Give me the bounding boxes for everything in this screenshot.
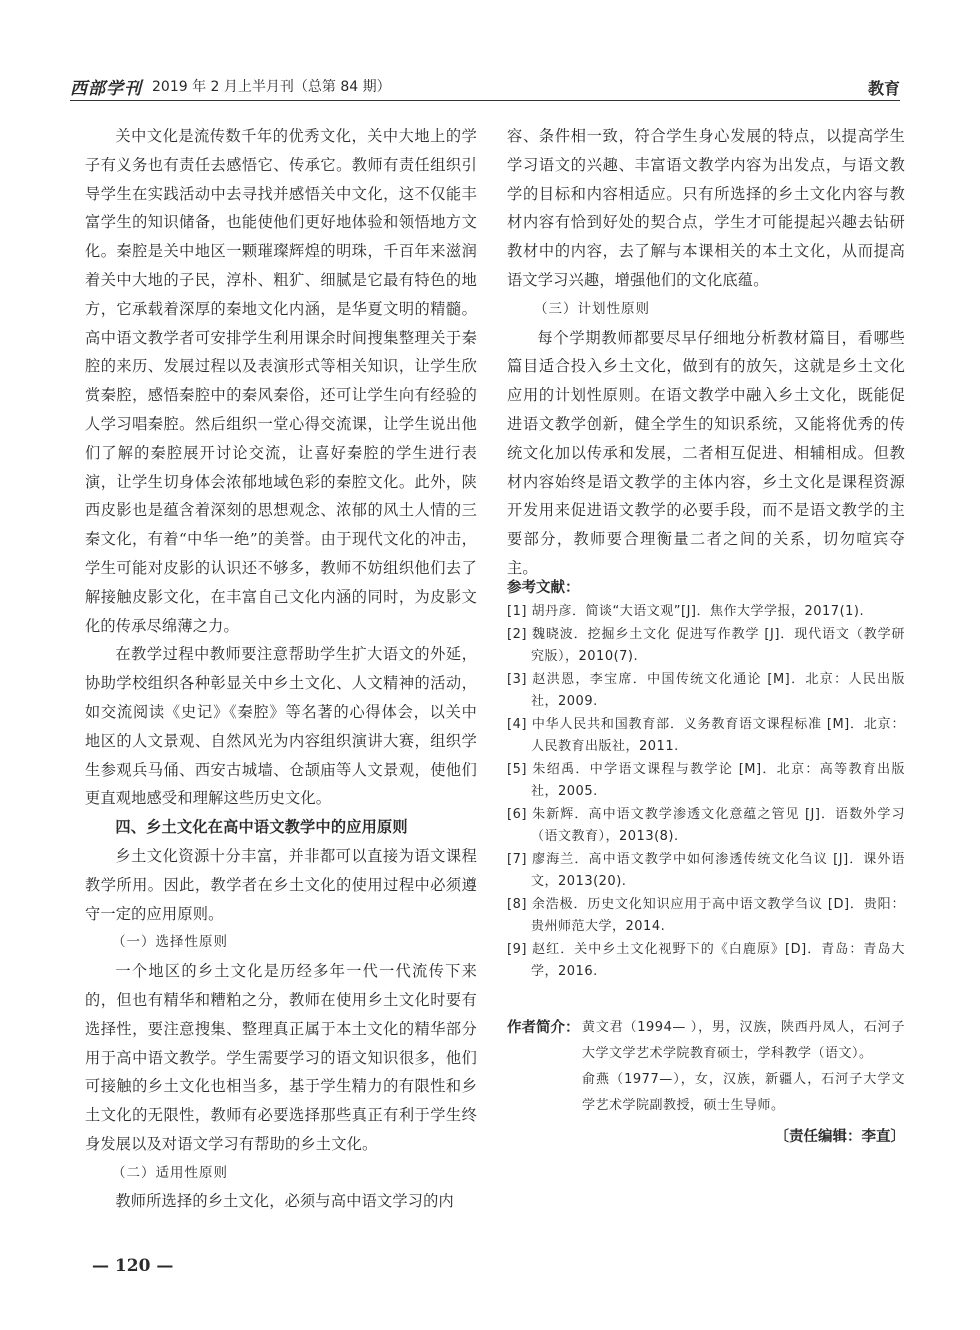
left-column <box>85 122 477 1216</box>
journal-brand: 西部学刊 <box>70 79 142 99</box>
author-info <box>507 1015 905 1119</box>
references <box>507 576 905 984</box>
subsection-heading: （一）选择性原则 <box>112 934 228 951</box>
reference-item: [5] 朱绍禹．中学语文课程与教学论 [M]．北京：高等教育出版社，2005. <box>507 762 905 799</box>
author-label: 作者简介： <box>507 1020 580 1036</box>
paragraph: 乡土文化资源十分丰富，并非都可以直接为语文课程教学所用。因此，教学者在乡土文化的使用过程中必须遵守一定的应用原则。 <box>85 846 477 923</box>
paragraph: 每个学期教师都要尽早仔细地分析教材篇目，看哪些篇目适合投入乡土文化，做到有的放矢，这就是乡土文化应用的计划性原则。在语文教学中融入乡土文化，既能促进语文教学创新，健全学生的知识系统，又能将优秀的传统文化加以传承和发展，二者相互促进、相辅相成。但教材内容始终是语文教学的主体内容，乡土文化是课程资源开发用来促进语文教学的必要手段，而不是语文教学的主要部分，教师要合理衡量二者之间的关系，切勿喧宾夺主。 <box>507 328 905 577</box>
reference-item: [8] 余浩极．历史文化知识应用于高中语文教学刍议 [D]．贵阳：贵州师范大学，2014. <box>507 897 905 934</box>
reference-item: [9] 赵红．关中乡土文化视野下的《白鹿原》[D]．青岛：青岛大学，2016. <box>507 942 905 979</box>
reference-item: [7] 廖海兰．高中语文教学中如何渗透传统文化刍议 [J]．课外语文，2013(20). <box>507 852 905 889</box>
page-header <box>70 70 900 101</box>
page-number: — 120 — <box>92 1256 174 1276</box>
reference-item: [4] 中华人民共和国教育部．义务教育语文课程标准 [M]．北京：人民教育出版社，2011. <box>507 717 905 754</box>
right-column <box>507 122 905 583</box>
reference-item: [3] 赵洪恩，李宝席．中国传统文化通论 [M]．北京：人民出版社，2009. <box>507 672 905 709</box>
section-label: 教育 <box>867 79 900 98</box>
references-title: 参考文献： <box>507 580 580 596</box>
reference-item: [1] 胡丹彦．简谈“大语文观”[J]．焦作大学学报，2017(1). <box>507 604 865 619</box>
author-body <box>582 1015 905 1119</box>
paragraph: 一个地区的乡土文化是历经多年一代一代流传下来的，但也有精华和糟粕之分，教师在使用乡土文化时要有选择性，要注意搜集、整理真正属于本土文化的精华部分用于高中语文教学。学生需要学习的语文知识很多，他们可接触的乡土文化也相当多，基于学生精力的有限性和乡土文化的无限性，教师有必要选择那些真正有利于学生终身发展以及对语文学习有帮助的乡土文化。 <box>85 962 477 1153</box>
reference-item: [6] 朱新辉．高中语文教学渗透文化意蕴之管见 [J]．语数外学习（语文教育），2013(8). <box>507 807 905 844</box>
author-bio: 俞燕（1977—），女，汉族，新疆人，石河子大学文学艺术学院副教授，硕士生导师。 <box>582 1072 905 1113</box>
section-heading: 四、乡土文化在高中语文教学中的应用原则 <box>115 818 408 837</box>
issue-info: 2019 年 2 月上半月刊（总第 84 期） <box>152 79 391 95</box>
paragraph: 教师所选择的乡土文化，必须与高中语文学习的内 <box>115 1192 454 1211</box>
references-list <box>507 601 905 983</box>
reference-item: [2] 魏晓波．挖掘乡土文化 促进写作教学 [J]．现代语文（教学研究版），2010(7). <box>507 627 905 664</box>
author-bio: 黄文君（1994— ），男，汉族，陕西丹凤人，石河子大学文学艺术学院教育硕士，学科教学（语文）。 <box>582 1020 905 1061</box>
paragraph: 关中文化是流传数千年的优秀文化，关中大地上的学子有义务也有责任去感悟它、传承它。教师有责任组织引导学生在实践活动中去寻找并感悟关中文化，这不仅能丰富学生的知识储备，也能使他们更好地体验和领悟地方文化。秦腔是关中地区一颗璀璨辉煌的明珠，千百年来滋润着关中大地的子民，淳朴、粗犷、细腻是它最有特色的地方，它承载着深厚的秦地文化内涵，是华夏文明的精髓。高中语文教学者可安排学生利用课余时间搜集整理关于秦腔的来历、发展过程以及表演形式等相关知识，让学生欣赏秦腔，感悟秦腔中的秦风秦俗，还可让学生向有经验的人学习唱秦腔。然后组织一堂心得交流课，让学生说出他们了解的秦腔展开讨论交流，让喜好秦腔的学生进行表演，让学生切身体会浓郁地域色彩的秦腔文化。此外，陕西皮影也是蕴含着深刻的思想观念、浓郁的风土人情的三秦文化，有着“中华一绝”的美誉。由于现代文化的冲击，学生可能对皮影的认识还不够多，教师不妨组织他们去了解接触皮影文化，在丰富自己文化内涵的同时，为皮影文化的传承尽绵薄之力。 <box>85 127 477 635</box>
paragraph: 容、条件相一致，符合学生身心发展的特点，以提高学生学习语文的兴趣、丰富语文教学内容为出发点，与语文教学的目标和内容相适应。只有所选择的乡土文化内容与教材内容有恰到好处的契合点，学生才可能提起兴趣去钻研教材中的内容，去了解与本课相关的本土文化，从而提高语文学习兴趣，增强他们的文化底蕴。 <box>507 127 905 289</box>
subsection-heading: （三）计划性原则 <box>534 300 650 317</box>
paragraph: 在教学过程中教师要注意帮助学生扩大语文的外延，协助学校组织各种彰显关中乡土文化、人文精神的活动，如交流阅读《史记》《秦腔》等名著的心得体会，以关中地区的人文景观、自然风光为内容组织演讲大赛，组织学生参观兵马俑、西安古城墙、仓颉庙等人文景观，使他们更直观地感受和理解这些历史文化。 <box>85 645 477 808</box>
responsible-editor: 〔责任编辑：李直〕 <box>774 1129 905 1145</box>
subsection-heading: （二）适用性原则 <box>112 1164 228 1181</box>
